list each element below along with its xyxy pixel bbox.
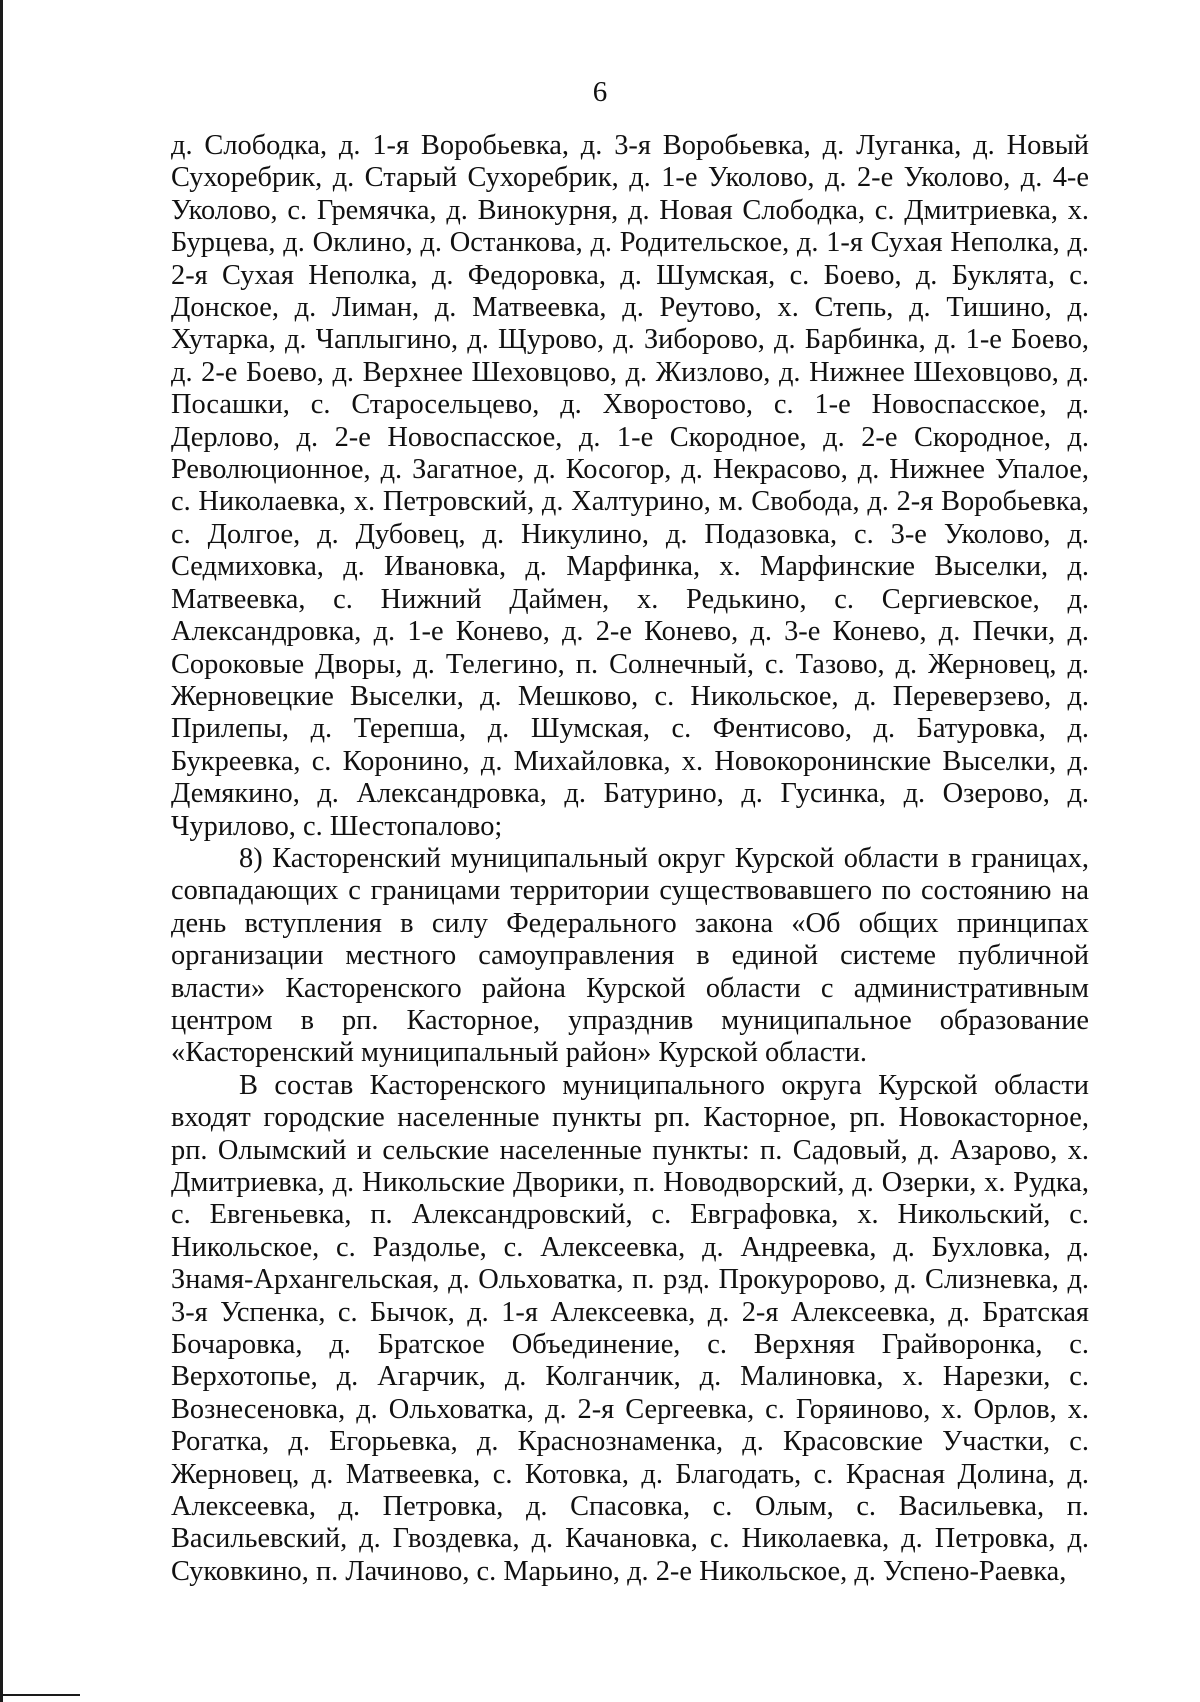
scan-border-bottom xyxy=(0,1694,80,1696)
document-body xyxy=(171,130,1089,1588)
page-number: 6 xyxy=(592,76,608,108)
paragraph-item-8: 8) Касторенский муниципальный округ Курской области в границах, совпадающих с границами территории существовавшего по состоянию на день вступления в силу Федерального закона «Об общих принципах организации местного самоуправления в единой системе публичной власти» Касторенского района Курской области с административным центром в рп. Касторное, упразднив муниципальное образование «Касторенский муниципальный район» Курской области. xyxy=(171,842,1089,1069)
scan-border-left xyxy=(0,0,3,1702)
paragraph-settlement-list-continued: д. Слободка, д. 1-я Воробьевка, д. 3-я Воробьевка, д. Луганка, д. Новый Сухоребрик, д. Старый Сухоребрик, д. 1-е Уколово, д. 2-е Уколово, д. 4-е Уколово, с. Гремячка, д. Винокурня, д. Новая Слободка, с. Дмитриевка, х. Бурцева, д. Оклино, д. Останкова, д. Родительское, д. 1-я Сухая Неполка, д. 2-я Сухая Неполка, д. Федоровка, д. Шумская, с. Боево, д. Буклята, с. Донское, д. Лиман, д. Матвеевка, д. Реутово, х. Степь, д. Тишино, д. Хутарка, д. Чаплыгино, д. Щурово, д. Зиборово, д. Барбинка, д. 1-е Боево, д. 2-е Боево, д. Верхнее Шеховцово, д. Жизлово, д. Нижнее Шеховцово, д. Посашки, с. Старосельцево, д. Хворостово, с. 1-е Новоспасское, д. Дерлово, д. 2-е Новоспасское, д. 1-е Скородное, д. 2-е Скородное, д. Революционное, д. Загатное, д. Косогор, д. Некрасово, д. Нижнее Упалое, с. Николаевка, х. Петровский, д. Халтурино, м. Свобода, д. 2-я Воробьевка, с. Долгое, д. Дубовец, д. Никулино, д. Подазовка, с. 3-е Уколово, д. Седмиховка, д. Ивановка, д. Марфинка, х. Марфинские Выселки, д. Матвеевка, с. Нижний Даймен, х. Редькино, с. Сергиевское, д. Александровка, д. 1-е Конево, д. 2-е Конево, д. 3-е Конево, д. Печки, д. Сороковые Дворы, д. Телегино, п. Солнечный, с. Тазово, д. Жерновец, д. Жерновецкие Выселки, д. Мешково, с. Никольское, д. Переверзево, д. Прилепы, д. Терепша, д. Шумская, с. Фентисово, д. Батуровка, д. Букреевка, с. Коронино, д. Михайловка, х. Новокоронинские Выселки, д. Демякино, д. Александровка, д. Батурино, д. Гусинка, д. Озерово, д. Чурилово, с. Шестопалово; xyxy=(171,130,1089,842)
paragraph-kastornoe-composition: В состав Касторенского муниципального округа Курской области входят городские населенные пункты рп. Касторное, рп. Новокасторное, рп. Олымский и сельские населенные пункты: п. Садовый, д. Азарово, х. Дмитриевка, д. Никольские Дворики, п. Новодворский, д. Озерки, х. Рудка, с. Евгеньевка, п. Александровский, с. Евграфовка, х. Никольский, с. Никольское, с. Раздолье, с. Алексеевка, д. Андреевка, д. Бухловка, д. Знамя-Архангельская, д. Ольховатка, п. рзд. Прокуророво, д. Слизневка, д. 3-я Успенка, с. Бычок, д. 1-я Алексеевка, д. 2-я Алексеевка, д. Братская Бочаровка, д. Братское Объединение, с. Верхняя Грайворонка, с. Верхотопье, д. Агарчик, д. Колганчик, д. Малиновка, х. Нарезки, с. Вознесеновка, д. Ольховатка, д. 2-я Сергеевка, с. Горяиново, х. Орлов, х. Рогатка, д. Егорьевка, д. Краснознаменка, д. Красовские Участки, с. Жерновец, д. Матвеевка, с. Котовка, д. Благодать, с. Красная Долина, д. Алексеевка, д. Петровка, д. Спасовка, с. Олым, с. Васильевка, п. Васильевский, д. Гвоздевка, д. Качановка, с. Николаевка, д. Петровка, д. Суковкино, п. Лачиново, с. Марьино, д. 2-е Никольское, д. Успено-Раевка, xyxy=(171,1069,1089,1587)
